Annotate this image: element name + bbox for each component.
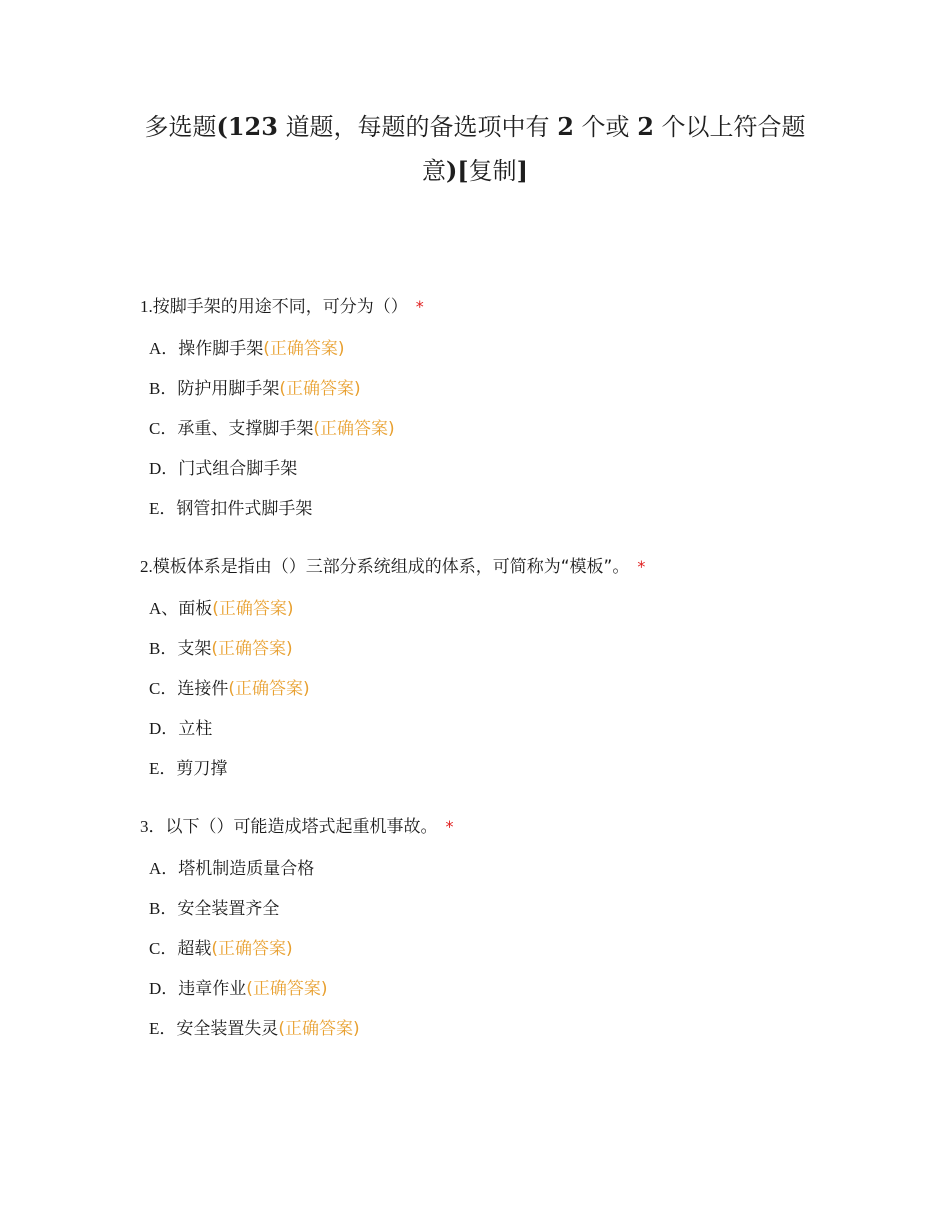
option-letter: B． <box>149 379 178 398</box>
option-letter: A、 <box>149 599 179 618</box>
question-text: 以下（）可能造成塔式起重机事故。 <box>165 817 438 837</box>
question-1 <box>140 295 840 537</box>
correct-answer-tag: (正确答案) <box>246 979 328 999</box>
option-letter: C． <box>149 679 178 698</box>
option-b[interactable] <box>140 377 840 417</box>
title-bracket: ] <box>516 156 529 185</box>
question-number: 2. <box>140 557 153 576</box>
required-asterisk: * <box>637 557 646 576</box>
section-title <box>140 105 810 193</box>
title-number: 2 <box>557 112 574 141</box>
required-asterisk: * <box>415 297 424 316</box>
question-stem <box>140 295 840 319</box>
copy-link[interactable]: 复制 <box>468 157 517 185</box>
option-a[interactable] <box>140 337 840 377</box>
option-text: 塔机制造质量合格 <box>178 859 315 879</box>
option-a[interactable] <box>140 597 840 637</box>
option-text: 操作脚手架 <box>178 339 264 359</box>
option-letter: D． <box>149 719 179 738</box>
option-e[interactable] <box>140 497 840 537</box>
correct-answer-tag: (正确答案) <box>211 939 293 959</box>
title-bracket: )[ <box>445 156 469 185</box>
question-text: 按脚手架的用途不同，可分为（） <box>152 297 408 317</box>
title-text: 个以上符合题意 <box>421 113 806 185</box>
option-text: 面板 <box>178 599 213 619</box>
required-asterisk: * <box>445 817 454 836</box>
option-text: 剪刀撑 <box>176 759 228 779</box>
title-count: (123 <box>216 112 278 141</box>
option-letter: A． <box>149 859 179 878</box>
option-c[interactable] <box>140 937 840 977</box>
option-letter: A． <box>149 339 179 358</box>
option-a[interactable] <box>140 857 840 897</box>
option-c[interactable] <box>140 417 840 457</box>
option-letter: E． <box>149 759 177 778</box>
option-b[interactable] <box>140 897 840 937</box>
option-d[interactable] <box>140 457 840 497</box>
option-list <box>140 597 840 797</box>
correct-answer-tag: (正确答案) <box>212 599 294 619</box>
option-letter: E． <box>149 1019 177 1038</box>
option-text: 违章作业 <box>178 979 247 999</box>
option-letter: D． <box>149 459 179 478</box>
question-number: 3． <box>140 817 166 836</box>
question-2 <box>140 555 840 797</box>
option-text: 承重、支撑脚手架 <box>177 419 314 439</box>
option-text: 连接件 <box>177 679 229 699</box>
title-text: 多选题 <box>144 113 217 141</box>
option-letter: D． <box>149 979 179 998</box>
question-stem <box>140 815 840 839</box>
option-letter: C． <box>149 939 178 958</box>
question-stem <box>140 555 840 579</box>
option-text: 钢管扣件式脚手架 <box>176 499 313 519</box>
option-text: 安全装置失灵 <box>176 1019 279 1039</box>
option-d[interactable] <box>140 717 840 757</box>
option-letter: B． <box>149 899 178 918</box>
option-c[interactable] <box>140 677 840 717</box>
title-text: 个或 <box>581 113 630 141</box>
option-list <box>140 857 840 1057</box>
correct-answer-tag: (正确答案) <box>279 379 361 399</box>
correct-answer-tag: (正确答案) <box>211 639 293 659</box>
correct-answer-tag: (正确答案) <box>278 1019 360 1039</box>
option-text: 防护用脚手架 <box>177 379 280 399</box>
option-text: 安全装置齐全 <box>177 899 280 919</box>
question-3 <box>140 815 840 1057</box>
question-text: 模板体系是指由（）三部分系统组成的体系，可简称为“模板”。 <box>152 557 630 577</box>
option-text: 支架 <box>177 639 212 659</box>
option-text: 门式组合脚手架 <box>178 459 298 479</box>
option-letter: E． <box>149 499 177 518</box>
correct-answer-tag: (正确答案) <box>263 339 345 359</box>
option-text: 立柱 <box>178 719 213 739</box>
title-number: 2 <box>637 112 654 141</box>
correct-answer-tag: (正确答案) <box>313 419 395 439</box>
option-d[interactable] <box>140 977 840 1017</box>
option-letter: B． <box>149 639 178 658</box>
option-list <box>140 337 840 537</box>
option-text: 超载 <box>177 939 212 959</box>
option-b[interactable] <box>140 637 840 677</box>
title-text: 道题，每题的备选项中有 <box>285 113 550 141</box>
correct-answer-tag: (正确答案) <box>228 679 310 699</box>
option-letter: C． <box>149 419 178 438</box>
option-e[interactable] <box>140 757 840 797</box>
question-number: 1. <box>140 297 153 316</box>
option-e[interactable] <box>140 1017 840 1057</box>
